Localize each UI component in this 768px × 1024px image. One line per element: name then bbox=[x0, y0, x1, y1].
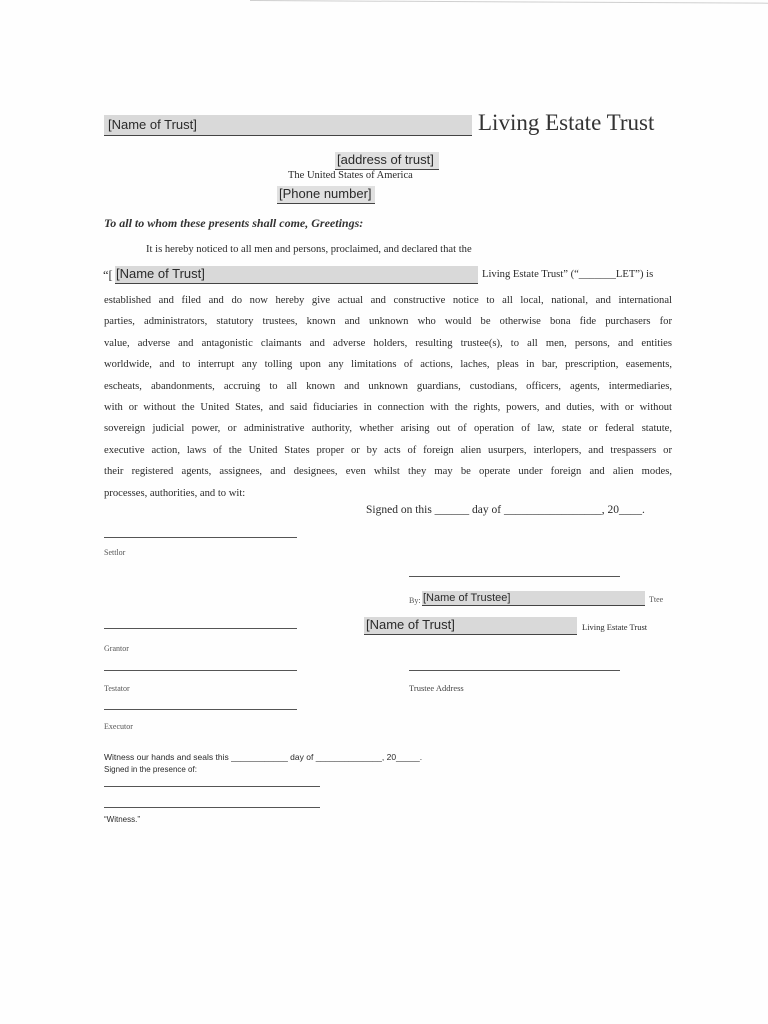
paper-edge bbox=[250, 0, 768, 5]
trust-name-placeholder-signature: [Name of Trust] bbox=[366, 617, 455, 632]
witness-signature-line-1[interactable] bbox=[104, 786, 320, 787]
body-line: value, adverse and antagonistic claimants and adverse holders, resulting trustee(s), to all men, persons, and entities bbox=[104, 337, 672, 349]
body-line: escheats, abandonments, accruing to all known and unknown guardians, custodians, officers, agents, intermediaries, bbox=[104, 380, 672, 392]
trustee-signature-line[interactable] bbox=[409, 576, 620, 577]
grantor-label: Grantor bbox=[104, 644, 129, 653]
executor-signature-line[interactable] bbox=[104, 709, 297, 710]
body-line: established and filed and do now hereby give actual and constructive notice to all local, national, and international bbox=[104, 295, 672, 306]
signed-in-presence: Signed in the presence of: bbox=[104, 765, 197, 774]
trust-line-prefix: “[ bbox=[103, 268, 113, 282]
trustee-name-placeholder: [Name of Trustee] bbox=[423, 592, 511, 604]
witness-line: Witness our hands and seals this ____________ day of ______________, 20_____. bbox=[104, 752, 423, 762]
greeting: To all to whom these presents shall come, Greetings: bbox=[104, 216, 364, 230]
witness-signature-line-2[interactable] bbox=[104, 807, 320, 808]
settlor-label: Settlor bbox=[104, 548, 126, 557]
witness-label: “Witness.” bbox=[104, 815, 140, 824]
body-line: worldwide, and to interrupt any tolling upon any limitations of actions, laches, pleas in bar, prescription, easements, bbox=[104, 359, 672, 371]
phone-placeholder: [Phone number] bbox=[279, 186, 372, 201]
settlor-signature-line[interactable] bbox=[104, 537, 297, 538]
body-line: executive action, laws of the United States proper or by acts of foreign alien usurpers, interlopers, and trespassers or bbox=[104, 444, 672, 456]
body-line: their registered agents, assignees, and designees, even whilst they may be operate under foreign and alien modes, bbox=[104, 466, 672, 478]
trust-name-suffix-signature: Living Estate Trust bbox=[582, 622, 648, 632]
intro-line: It is hereby noticed to all men and persons, proclaimed, and declared that the bbox=[146, 244, 472, 255]
ttee-label: Ttee bbox=[649, 595, 664, 604]
address-placeholder: [address of trust] bbox=[337, 152, 434, 167]
signed-on-line: Signed on this ______ day of _________________, 20____. bbox=[366, 504, 645, 516]
trustee-address-line[interactable] bbox=[409, 670, 620, 671]
body-line: sovereign judicial power, or administrative authority, whether arising out of operation of law, state or federal statute, bbox=[104, 423, 672, 435]
body-line: parties, administrators, statutory trustees, known and unknown who would be otherwise bona fide purchasers for bbox=[104, 316, 672, 328]
body-line: processes, authorities, and to wit: bbox=[104, 487, 246, 499]
testator-label: Testator bbox=[104, 684, 130, 693]
document-title: Living Estate Trust bbox=[478, 110, 655, 135]
testator-signature-line[interactable] bbox=[104, 670, 297, 671]
country-line: The United States of America bbox=[288, 170, 413, 181]
executor-label: Executor bbox=[104, 722, 133, 731]
notice-body bbox=[104, 290, 672, 504]
grantor-signature-line[interactable] bbox=[104, 628, 297, 629]
trust-line-suffix: Living Estate Trust” (“_______LET”) is bbox=[482, 269, 654, 280]
trust-name-placeholder-header: [Name of Trust] bbox=[108, 117, 197, 132]
trust-name-placeholder-body: [Name of Trust] bbox=[116, 266, 205, 281]
body-line: with or without the United States, and said fiduciaries in connection with the rights, powers, and duties, with or without bbox=[104, 402, 672, 414]
trustee-address-label: Trustee Address bbox=[409, 683, 464, 693]
by-label: By: bbox=[409, 596, 421, 605]
